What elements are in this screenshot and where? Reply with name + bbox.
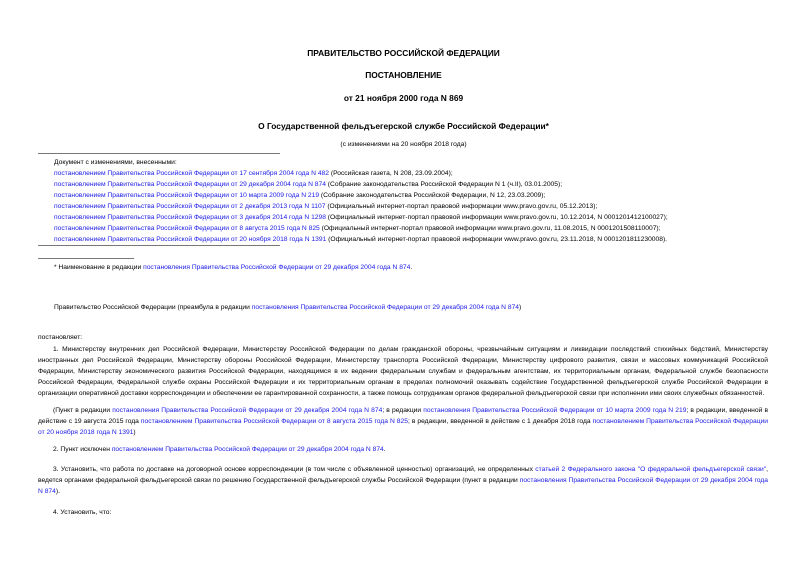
- change-source: (Собрание законодательства Российской Федерации N 1 (ч.II), 03.01.2005);: [325, 181, 563, 188]
- changes-list: [54, 157, 794, 245]
- change-link[interactable]: постановлением Правительства Российской Федерации от 3 декабря 2014 года N 1298: [54, 214, 326, 221]
- paragraph-2-text: 2. Пункт исключен: [53, 446, 112, 453]
- change-link[interactable]: постановлением Правительства Российской Федерации от 29 декабря 2004 года N 874: [54, 181, 326, 188]
- document-title: О Государственной фельдъегерской службе Российской Федерации*: [258, 121, 549, 131]
- preamble-text: Правительство Российской Федерации (преамбула в редакции: [54, 304, 252, 311]
- decree-word: постановляет:: [38, 334, 83, 341]
- footnote: [54, 262, 412, 273]
- change-source: (Собрание законодательства Российской Федерации, N 12, 23.03.2009);: [319, 192, 546, 199]
- paragraph-4: 4. Установить, что:: [53, 509, 112, 516]
- government-heading: ПРАВИТЕЛЬСТВО РОССИЙСКОЙ ФЕДЕРАЦИИ: [307, 48, 500, 58]
- edition-text: ; в редакции, введенной в действие с 1 декабря 2018 года: [407, 418, 593, 425]
- change-source: (Официальный интернет-портал правовой информации www.pravo.gov.ru, 23.11.2018, N 0001201811230008).: [326, 236, 668, 243]
- edition-link[interactable]: постановлением Правительства Российской Федерации от 20 ноября 2018 года N 1391: [38, 418, 769, 436]
- footnote-text: * Наименование в редакции: [54, 264, 144, 271]
- change-link[interactable]: постановлением Правительства Российской Федерации от 17 сентября 2004 года N 482: [54, 170, 329, 177]
- list-item: [54, 190, 794, 201]
- list-item: [54, 234, 794, 245]
- date-number: от 21 ноября 2000 года N 869: [343, 93, 464, 103]
- paragraph-3-edition-link[interactable]: постановления Правительства Российской Федерации от 29 декабря 2004 года N 874: [38, 477, 768, 495]
- revision-note: (с изменениями на 20 ноября 2018 года): [340, 141, 467, 148]
- paragraph-2-link[interactable]: постановлением Правительства Российской Федерации от 29 декабря 2004 года N 874: [111, 446, 384, 453]
- list-item: [54, 212, 794, 223]
- list-item: [54, 223, 794, 234]
- change-source: (Официальный интернет-портал правовой информации www.pravo.gov.ru, 11.08.2015, N 0001201508110007);: [319, 225, 661, 232]
- change-link[interactable]: постановлением Правительства Российской Федерации от 20 ноября 2018 года N 1391: [54, 236, 327, 243]
- changes-intro: Документ с изменениями, внесенными:: [54, 159, 177, 166]
- edition-link[interactable]: постановлением Правительства Российской Федерации от 8 августа 2015 года N 825: [140, 418, 408, 425]
- edition-text: (Пункт в редакции: [53, 407, 113, 414]
- change-source: (Официальный интернет-портал правовой информации www.pravo.gov.ru, 10.12.2014, N 0001201412100027);: [325, 214, 668, 221]
- list-item: [54, 168, 794, 179]
- footnote-suffix: .: [410, 264, 413, 271]
- list-item: [54, 179, 794, 190]
- edition-text: ; в редакции, введенной в действие с 19 августа 2015 года: [38, 407, 768, 425]
- paragraph-1-editions: [38, 405, 768, 438]
- paragraph-3-suffix: ).: [55, 488, 60, 495]
- paragraph-2: [38, 444, 768, 455]
- paragraph-3: [38, 464, 768, 497]
- edition-link[interactable]: постановления Правительства Российской Федерации от 10 марта 2009 года N 219: [423, 407, 687, 414]
- divider-middle: [38, 245, 280, 246]
- footnote-link[interactable]: постановления Правительства Российской Федерации от 29 декабря 2004 года N 874: [143, 264, 411, 271]
- edition-text: ; в редакции: [382, 407, 424, 414]
- paragraph-3-text: , ведется органами федеральной фельдъегерской связи по решению Государственной фельдъегерской службы Российской Федерации (пункт в редакции: [38, 466, 768, 484]
- doc-type-heading: ПОСТАНОВЛЕНИЕ: [365, 70, 442, 80]
- edition-link[interactable]: постановления Правительства Российской Федерации от 29 декабря 2004 года N 874: [112, 407, 383, 414]
- paragraph-2-suffix: .: [383, 446, 386, 453]
- divider-top: [38, 153, 280, 154]
- preamble-suffix: ): [519, 304, 522, 311]
- change-link[interactable]: постановлением Правительства Российской Федерации от 8 августа 2015 года N 825: [54, 225, 320, 232]
- paragraph-1: 1. Министерству внутренних дел Российской Федерации, Министерству Российской Федерации по делам гражданской обороны, чрезвычайным ситуациям и ликвидации последствий стихийных бедствий, Министерству иностранных дел Российской Федерации, Министерству обороны Российской Федерации, Министерству транспорта Российской Федерации, Министерству цифрового развития, связи и массовых коммуникаций Российской Федерации, Министерству экономического развития Российской Федерации, находящимся в их ведении федеральным службам и федеральным агентствам, их территориальным органам, Федеральной службе безопасности Российской Федерации, Федеральной службе охраны Российской Федерации и их территориальным органам в пределах полномочий оказывать содействие Государственной фельдъегерской службе Российской Федерации в организации оперативной доставки корреспонденции и обеспечении ее гарантированной сохранности, а также помощь сотрудникам органов федеральной фельдъегерской связи при исполнении ими своих служебных обязанностей.: [38, 346, 768, 397]
- paragraph-3-text: 3. Установить, что работа по доставке на договорной основе корреспонденции (в том числе с объявленной ценностью) организаций, не определенных: [53, 466, 536, 473]
- change-source: (Официальный интернет-портал правовой информации www.pravo.gov.ru, 05.12.2013);: [325, 203, 598, 210]
- change-link[interactable]: постановлением Правительства Российской Федерации от 2 декабря 2013 года N 1107: [54, 203, 326, 210]
- change-link[interactable]: постановлением Правительства Российской Федерации от 10 марта 2009 года N 219: [54, 192, 320, 199]
- preamble-link[interactable]: постановления Правительства Российской Федерации от 29 декабря 2004 года N 874: [251, 304, 520, 311]
- federal-law-link[interactable]: статьей 2 Федерального закона "О федеральной фельдъегерской связи": [535, 466, 767, 473]
- change-source: (Российская газета, N 208, 23.09.2004);: [328, 170, 453, 177]
- footnote-divider: [38, 258, 134, 259]
- edition-text: ): [133, 429, 136, 436]
- list-item: [54, 201, 794, 212]
- preamble: [54, 302, 521, 313]
